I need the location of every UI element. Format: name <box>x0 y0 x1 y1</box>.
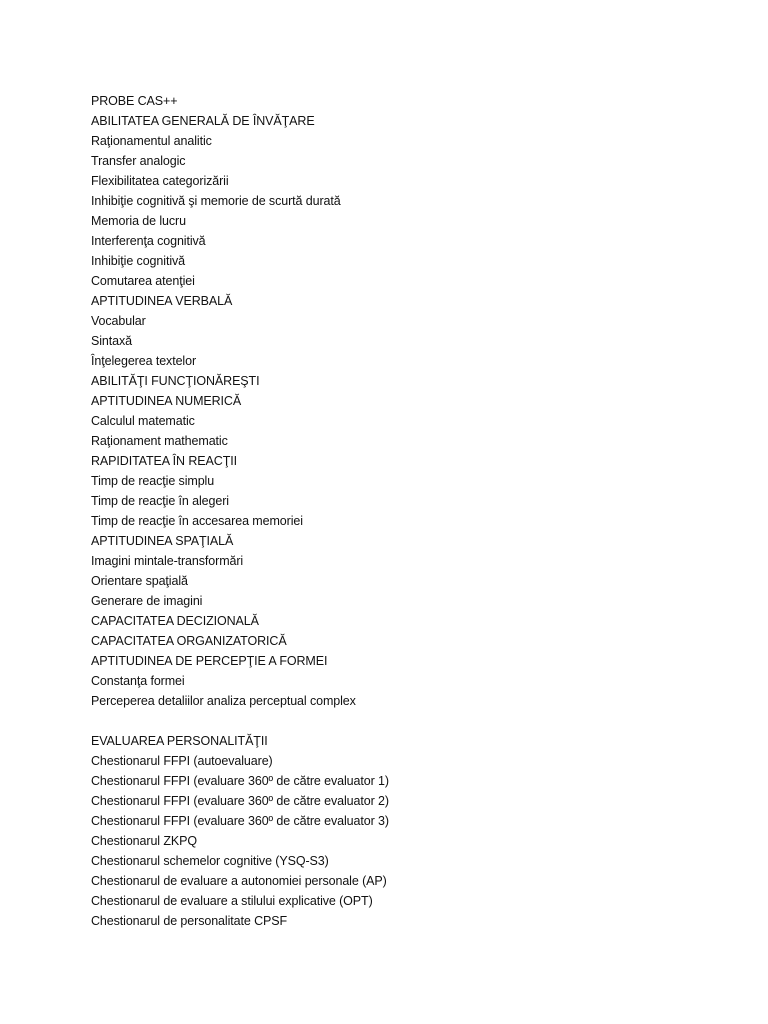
list-item: Inhibiţie cognitivă şi memorie de scurtă durată <box>91 194 341 208</box>
section-heading: CAPACITATEA DECIZIONALĂ <box>91 614 259 628</box>
list-item: Timp de reacţie în alegeri <box>91 494 229 508</box>
list-item: Sintaxă <box>91 334 132 348</box>
list-item: Chestionarul FFPI (autoevaluare) <box>91 754 273 768</box>
list-item: Imagini mintale-transformări <box>91 554 244 568</box>
doc-title: PROBE CAS++ <box>91 94 178 108</box>
list-item: Timp de reacţie în accesarea memoriei <box>91 514 303 528</box>
list-item: Inhibiţie cognitivă <box>91 254 185 268</box>
list-item: Calculul matematic <box>91 414 195 428</box>
section-heading: RAPIDITATEA ÎN REACŢII <box>91 454 237 468</box>
list-item: Interferenţa cognitivă <box>91 234 206 248</box>
list-item: Constanţa formei <box>91 674 185 688</box>
list-item: Comutarea atenţiei <box>91 274 195 288</box>
list-item: Chestionarul FFPI (evaluare 360º de către evaluator 2) <box>91 794 389 808</box>
list-item: Generare de imagini <box>91 594 203 608</box>
list-item: Chestionarul ZKPQ <box>91 834 197 848</box>
section-heading: APTITUDINEA DE PERCEPŢIE A FORMEI <box>91 654 328 668</box>
section-heading: APTITUDINEA VERBALĂ <box>91 294 233 308</box>
list-item: Chestionarul de evaluare a stilului explicative (OPT) <box>91 894 373 908</box>
list-item: Înţelegerea textelor <box>91 354 197 368</box>
document-body <box>91 91 731 931</box>
list-item: Memoria de lucru <box>91 214 186 228</box>
section-heading: ABILITATEA GENERALĂ DE ÎNVĂŢARE <box>91 114 315 128</box>
list-item: Flexibilitatea categorizării <box>91 174 229 188</box>
list-item: Chestionarul schemelor cognitive (YSQ-S3) <box>91 854 329 868</box>
section-heading: EVALUAREA PERSONALITĂŢII <box>91 734 268 748</box>
list-item: Chestionarul de personalitate CPSF <box>91 914 288 928</box>
list-item: Orientare spaţială <box>91 574 188 588</box>
list-item: Chestionarul FFPI (evaluare 360º de către evaluator 1) <box>91 774 389 788</box>
list-item: Perceperea detaliilor analiza perceptual complex <box>91 694 356 708</box>
list-item: Raţionamentul analitic <box>91 134 212 148</box>
list-item: Chestionarul FFPI (evaluare 360º de către evaluator 3) <box>91 814 389 828</box>
section-heading: APTITUDINEA NUMERICĂ <box>91 394 242 408</box>
section-heading: ABILITĂŢI FUNCŢIONĂREŞTI <box>91 374 260 388</box>
blank-line <box>91 711 731 731</box>
list-item: Raţionament mathematic <box>91 434 228 448</box>
section-heading: APTITUDINEA SPAŢIALĂ <box>91 534 234 548</box>
list-item: Transfer analogic <box>91 154 186 168</box>
list-item: Timp de reacţie simplu <box>91 474 215 488</box>
list-item: Chestionarul de evaluare a autonomiei personale (AP) <box>91 874 387 888</box>
section-heading: CAPACITATEA ORGANIZATORICĂ <box>91 634 287 648</box>
list-item: Vocabular <box>91 314 146 328</box>
